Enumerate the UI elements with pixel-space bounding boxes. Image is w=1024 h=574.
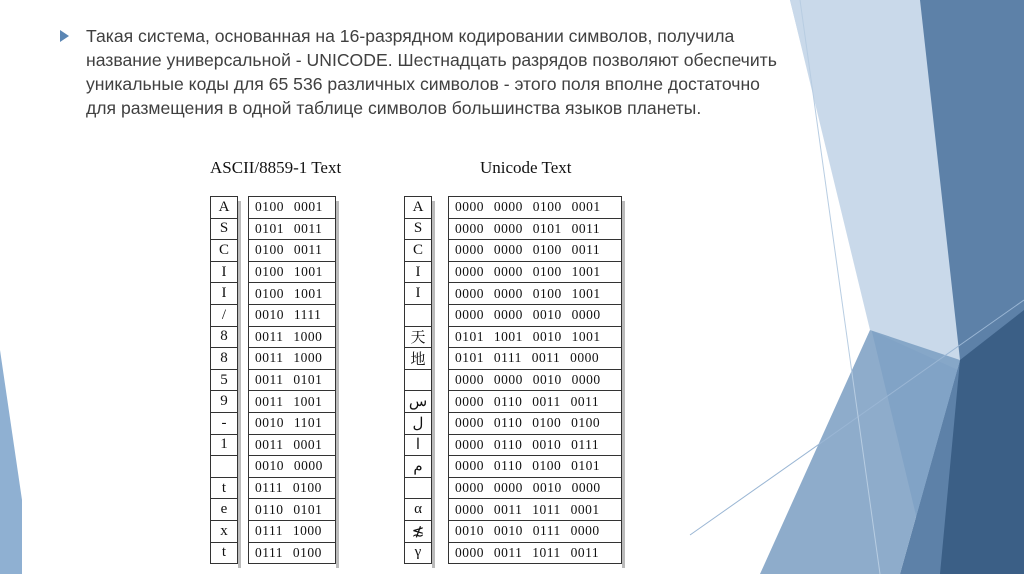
ascii-char-cell: 1 xyxy=(211,435,237,457)
ascii-code-cell: 0011 1000 xyxy=(249,327,335,349)
unicode-char-cell: ≴ xyxy=(405,521,431,543)
ascii-code-cell: 0101 0011 xyxy=(249,219,335,241)
ascii-char-cell: I xyxy=(211,283,237,305)
unicode-char-cell xyxy=(405,305,431,327)
ascii-char-cell: t xyxy=(211,543,237,565)
ascii-char-cell xyxy=(211,456,237,478)
unicode-char-cell: 天 xyxy=(405,327,431,349)
unicode-code-cell: 0000 0011 1011 0011 xyxy=(449,543,621,565)
ascii-code-cell: 0100 0001 xyxy=(249,197,335,219)
unicode-code-column xyxy=(448,196,622,564)
ascii-char-cell: / xyxy=(211,305,237,327)
unicode-char-cell: ا xyxy=(405,435,431,457)
ascii-table-title: ASCII/8859-1 Text xyxy=(210,158,342,177)
unicode-char-cell: A xyxy=(405,197,431,219)
ascii-code-cell: 0100 0011 xyxy=(249,240,335,262)
ascii-code-cell: 0111 1000 xyxy=(249,521,335,543)
unicode-char-cell: س xyxy=(405,391,431,413)
unicode-char-cell xyxy=(405,370,431,392)
unicode-code-cell: 0000 0000 0101 0011 xyxy=(449,219,621,241)
ascii-char-cell: x xyxy=(211,521,237,543)
unicode-code-cell: 0000 0110 0010 0111 xyxy=(449,435,621,457)
unicode-code-cell: 0000 0110 0100 0101 xyxy=(449,456,621,478)
body-text xyxy=(60,24,780,138)
unicode-char-cell: S xyxy=(405,219,431,241)
unicode-char-cell: I xyxy=(405,283,431,305)
ascii-code-cell: 0111 0100 xyxy=(249,543,335,565)
ascii-char-column xyxy=(210,196,238,564)
unicode-char-cell: I xyxy=(405,262,431,284)
unicode-code-cell: 0000 0000 0010 0000 xyxy=(449,478,621,500)
unicode-code-cell: 0010 0010 0111 0000 xyxy=(449,521,621,543)
ascii-char-cell: C xyxy=(211,240,237,262)
bullet-arrow-icon xyxy=(60,30,69,42)
ascii-code-cell: 0111 0100 xyxy=(249,478,335,500)
ascii-char-cell: A xyxy=(211,197,237,219)
unicode-char-cell xyxy=(405,478,431,500)
unicode-char-cell: α xyxy=(405,499,431,521)
unicode-char-cell: 地 xyxy=(405,348,431,370)
ascii-code-cell: 0100 1001 xyxy=(249,283,335,305)
unicode-char-cell: C xyxy=(405,240,431,262)
ascii-char-cell: I xyxy=(211,262,237,284)
unicode-table-title: Unicode Text xyxy=(480,158,572,177)
ascii-code-cell: 0010 1111 xyxy=(249,305,335,327)
unicode-code-cell: 0000 0000 0100 1001 xyxy=(449,262,621,284)
unicode-char-cell: ل xyxy=(405,413,431,435)
unicode-char-cell: م xyxy=(405,456,431,478)
ascii-code-column xyxy=(248,196,336,564)
ascii-code-cell: 0011 0101 xyxy=(249,370,335,392)
ascii-char-cell: 9 xyxy=(211,391,237,413)
unicode-code-cell: 0101 0111 0011 0000 xyxy=(449,348,621,370)
paragraph: Такая система, основанная на 16-разрядном кодировании символов, получила название универсальной - UNICODE. Шестнадцать разрядов позволяют обеспечить уникальные коды для 65 536 различных символов - этого поля вполне достаточно для размещения в одной таблице символов большинства языков планеты. xyxy=(86,26,777,118)
unicode-code-cell: 0000 0000 0010 0000 xyxy=(449,305,621,327)
unicode-code-cell: 0101 1001 0010 1001 xyxy=(449,327,621,349)
unicode-char-column xyxy=(404,196,432,564)
unicode-char-cell: γ xyxy=(405,543,431,565)
ascii-code-cell: 0011 1000 xyxy=(249,348,335,370)
ascii-char-cell: 8 xyxy=(211,327,237,349)
ascii-code-cell: 0010 0000 xyxy=(249,456,335,478)
ascii-char-cell: e xyxy=(211,499,237,521)
ascii-char-cell: S xyxy=(211,219,237,241)
unicode-code-cell: 0000 0000 0100 0011 xyxy=(449,240,621,262)
ascii-code-cell: 0011 0001 xyxy=(249,435,335,457)
unicode-code-cell: 0000 0000 0010 0000 xyxy=(449,370,621,392)
unicode-code-cell: 0000 0011 1011 0001 xyxy=(449,499,621,521)
unicode-code-cell: 0000 0110 0011 0011 xyxy=(449,391,621,413)
ascii-code-cell: 0110 0101 xyxy=(249,499,335,521)
ascii-char-cell: - xyxy=(211,413,237,435)
ascii-char-cell: t xyxy=(211,478,237,500)
ascii-code-cell: 0010 1101 xyxy=(249,413,335,435)
ascii-char-cell: 8 xyxy=(211,348,237,370)
ascii-code-cell: 0011 1001 xyxy=(249,391,335,413)
ascii-char-cell: 5 xyxy=(211,370,237,392)
unicode-code-cell: 0000 0000 0100 1001 xyxy=(449,283,621,305)
unicode-code-cell: 0000 0110 0100 0100 xyxy=(449,413,621,435)
ascii-code-cell: 0100 1001 xyxy=(249,262,335,284)
unicode-code-cell: 0000 0000 0100 0001 xyxy=(449,197,621,219)
